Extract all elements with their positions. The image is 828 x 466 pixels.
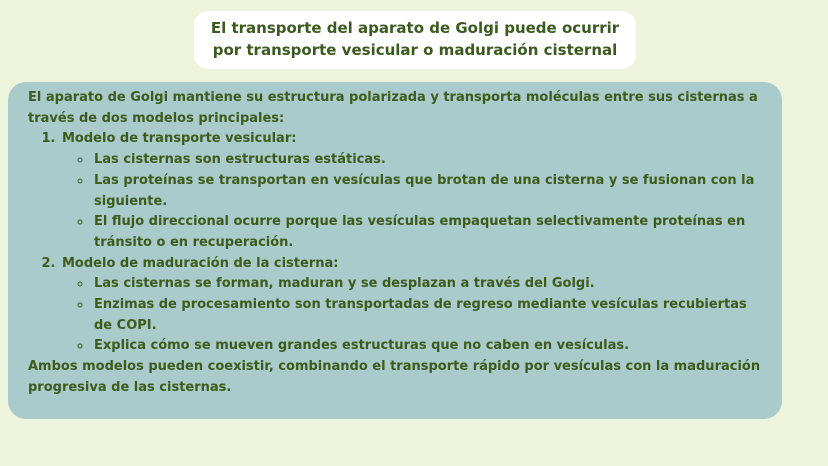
model-points [62,274,768,357]
list-item: ◦ El flujo direccional ocurre porque las vesículas empaquetan selectivamente proteínas en tránsito o en recuperación. [92,212,768,253]
intro-text: El aparato de Golgi mantiene su estructura polarizada y transporta moléculas entre sus cisternas a través de dos modelos principales: [28,90,758,126]
model-item-vesicular [60,129,768,253]
models-list [28,129,768,357]
slide-title [194,11,636,69]
model-heading: Modelo de transporte vesicular: [62,131,297,147]
list-item: ◦ Las cisternas son estructuras estáticas. [92,150,768,171]
list-item: ◦ Las cisternas se forman, maduran y se desplazan a través del Golgi. [92,274,768,295]
list-item: ◦ Enzimas de procesamiento son transportadas de regreso mediante vesículas recubiertas de COPI. [92,295,768,336]
model-heading: Modelo de maduración de la cisterna: [62,255,339,271]
conclusion-text: Ambos modelos pueden coexistir, combinando el transporte rápido por vesículas con la maduración progresiva de las cisternas. [28,359,761,395]
model-item-cisternal [60,254,768,358]
content-panel [8,82,782,419]
title-line-1: El transporte del aparato de Golgi puede ocurrir [210,19,620,37]
list-item: ◦ Explica cómo se mueven grandes estructuras que no caben en vesículas. [92,336,768,357]
list-item: ◦ Las proteínas se transportan en vesículas que brotan de una cisterna y se fusionan con la siguiente. [92,171,768,212]
model-points [62,150,768,254]
title-line-2: por transporte vesicular o maduración cisternal [212,41,618,59]
